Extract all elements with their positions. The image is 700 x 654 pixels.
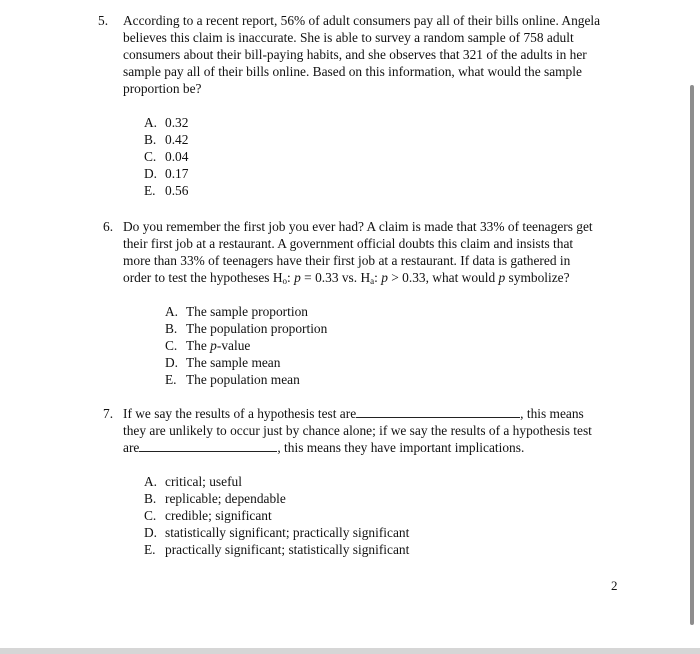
option-letter: D.	[165, 355, 179, 370]
question-6-option-e[interactable]	[165, 371, 327, 388]
question-6-option-c[interactable]	[165, 337, 327, 354]
option-text: credible; significant	[165, 508, 272, 523]
option-text: The population proportion	[186, 321, 328, 336]
option-text: 0.04	[165, 149, 189, 164]
question-5-number: 5.	[98, 13, 109, 28]
question-5-option-a[interactable]	[144, 114, 188, 131]
option-letter: B.	[165, 321, 178, 336]
page-number: 2	[611, 578, 618, 593]
line-4-post: symbolize?	[505, 270, 570, 285]
line-4-pre: order to test the hypotheses H	[123, 270, 283, 285]
question-5-option-b[interactable]	[144, 131, 188, 148]
option-letter: B.	[144, 132, 157, 147]
line-4-mid-4: > 0.33, what would	[387, 270, 499, 285]
option-text-pre: The	[186, 338, 211, 353]
question-7-options	[144, 473, 409, 558]
question-6-options	[165, 303, 327, 388]
option-letter: B.	[144, 491, 157, 506]
question-7-line-1	[123, 405, 592, 422]
question-6-line-1: Do you remember the first job you ever had? A claim is made that 33% of teenagers get	[123, 219, 593, 234]
question-7-option-c[interactable]	[144, 507, 409, 524]
question-7-option-d[interactable]	[144, 524, 409, 541]
question-7-text	[123, 405, 592, 456]
line-4-mid-1: :	[287, 270, 295, 285]
question-5-line-5: proportion be?	[123, 81, 202, 96]
option-letter: D.	[144, 166, 158, 181]
question-6-option-d[interactable]	[165, 354, 327, 371]
option-text: The sample mean	[186, 355, 281, 370]
option-text: 0.17	[165, 166, 189, 181]
question-7-option-e[interactable]	[144, 541, 409, 558]
question-5-line-2: believes this claim is inaccurate. She is able to survey a random sample of 758 adult	[123, 30, 574, 45]
question-6-line-2: their first job at a restaurant. A government official doubts this claim and insists that	[123, 236, 574, 251]
line-1-post: , this means	[520, 406, 584, 421]
question-5-line-3: consumers about their bill-paying habits, and she observes that 321 of the adults in her	[123, 47, 587, 62]
option-text: replicable; dependable	[165, 491, 286, 506]
option-text-post: -value	[216, 338, 251, 353]
vertical-scrollbar[interactable]	[690, 85, 694, 625]
answer-blank-2[interactable]	[139, 439, 277, 452]
question-5-option-d[interactable]	[144, 165, 188, 182]
question-6-line-4	[123, 269, 593, 286]
option-letter: A.	[144, 115, 158, 130]
line-1-pre: If we say the results of a hypothesis test are	[123, 406, 357, 421]
question-7-line-3	[123, 439, 592, 456]
question-6-line-3: more than 33% of teenagers have their first job at a restaurant. If data is gathered in	[123, 253, 571, 268]
question-5-text	[123, 12, 600, 97]
option-text: The sample proportion	[186, 304, 308, 319]
line-4-mid-2: = 0.33 vs. H	[300, 270, 371, 285]
option-text: critical; useful	[165, 474, 242, 489]
question-5-line-1: According to a recent report, 56% of adult consumers pay all of their bills online. Angela	[123, 13, 601, 28]
option-letter: A.	[165, 304, 179, 319]
option-text: The population mean	[186, 372, 300, 387]
line-3-pre: are	[123, 440, 140, 455]
p-symbol: p	[294, 270, 301, 285]
option-letter: C.	[144, 508, 157, 523]
p-symbol: p	[381, 270, 388, 285]
question-7-number: 7.	[103, 406, 114, 421]
question-7-option-a[interactable]	[144, 473, 409, 490]
question-5-option-c[interactable]	[144, 148, 188, 165]
question-5-line-4: sample pay all of their bills online. Based on this information, what would the sample	[123, 64, 582, 79]
option-text: 0.32	[165, 115, 189, 130]
option-text: statistically significant; practically significant	[165, 525, 410, 540]
question-7-option-b[interactable]	[144, 490, 409, 507]
option-text: 0.42	[165, 132, 189, 147]
line-3-post: , this means they have important implications.	[277, 440, 525, 455]
option-letter: E.	[144, 183, 156, 198]
answer-blank-1[interactable]	[356, 405, 520, 418]
option-letter: E.	[165, 372, 177, 387]
bottom-edge-bar	[0, 648, 700, 654]
question-6-option-a[interactable]	[165, 303, 327, 320]
option-letter: D.	[144, 525, 158, 540]
option-letter: E.	[144, 542, 156, 557]
option-text: practically significant; statistically significant	[165, 542, 410, 557]
question-6-option-b[interactable]	[165, 320, 327, 337]
question-5-option-e[interactable]	[144, 182, 188, 199]
question-7-line-2: they are unlikely to occur just by chance alone; if we say the results of a hypothesis test	[123, 423, 592, 438]
option-text: 0.56	[165, 183, 189, 198]
option-letter: A.	[144, 474, 158, 489]
alt-hypothesis-subscript: a	[370, 276, 375, 286]
p-symbol: p	[210, 338, 217, 353]
p-symbol: p	[498, 270, 506, 285]
question-6-number: 6.	[103, 219, 114, 234]
line-4-mid-3: :	[374, 270, 382, 285]
question-5-options	[144, 114, 188, 199]
question-6-text	[123, 218, 593, 286]
option-letter: C.	[144, 149, 157, 164]
null-hypothesis-subscript: o	[282, 276, 288, 286]
option-letter: C.	[165, 338, 178, 353]
